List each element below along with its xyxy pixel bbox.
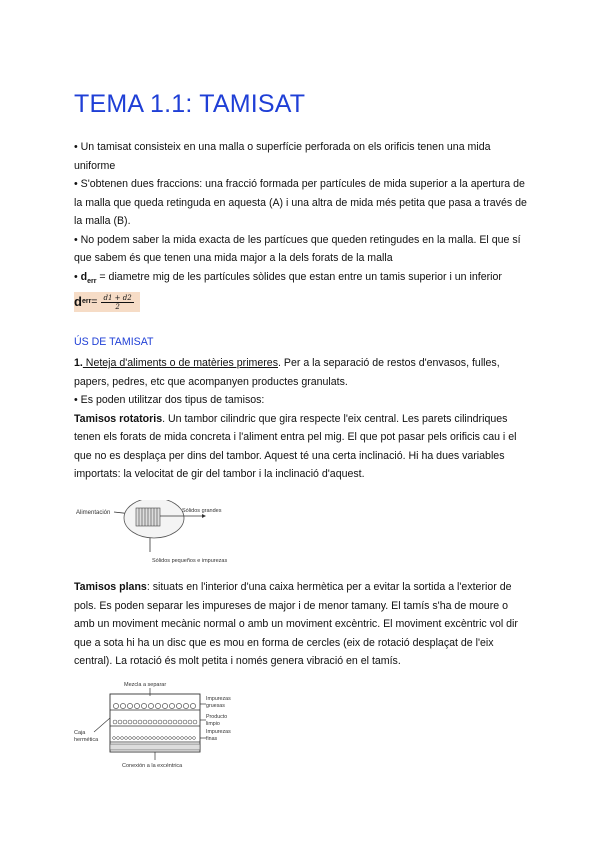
plans-label: Tamisos plans — [74, 581, 147, 593]
fig2-box-pointer — [94, 718, 110, 732]
fig2-out2b: limpio — [206, 721, 220, 727]
fig2-fine-layer — [110, 737, 200, 750]
intro-bullets — [74, 138, 530, 312]
fig2-box-label1: Caja — [74, 730, 86, 736]
formula-numerator: d1 + d2 — [103, 293, 132, 302]
fig2-label-bottom: Conexión a la excéntrica — [122, 763, 183, 769]
rotatoris-label: Tamisos rotatoris — [74, 412, 163, 425]
fig2-box-label2: hermética — [74, 737, 99, 743]
formula-fraction — [101, 294, 133, 311]
formula-equals: = — [91, 295, 98, 308]
derr-symbol: d — [80, 270, 88, 283]
fig1-label-feed: Alimentación — [76, 510, 111, 516]
fig1-label-small: Sólidos pequeños e impurezas — [152, 558, 228, 564]
fig2-out1b: gruesas — [206, 703, 225, 709]
fig2-out2a: Producto — [206, 714, 228, 720]
fig2-label-top: Mezcla a separar — [124, 682, 167, 688]
use-item-1-title: Neteja d'aliments o de matèries primeres — [82, 357, 278, 369]
plans-paragraph: Tamisos plans: situats en l'interior d'una caixa hermètica per a evitar la sortida a l'exterior de pols. Es poden separar les impureses de major i de menor tamany. El tamís s'ha de moure o amb un moviment mecànic normal o amb un moviment excèntric. El moviment excèntric vol dir que a sota hi ha un disc que es mou en forma de cercles (eix de rotació desplaçat de l'eix central). La rotació és molt petita i només genera vibració en el tamís. — [74, 581, 518, 667]
rotary-sieve-figure — [74, 500, 294, 566]
plans-section — [74, 578, 530, 671]
derr-formula — [74, 291, 530, 312]
derr-subscript: err — [87, 277, 97, 285]
formula-subscript: err — [81, 297, 92, 305]
fig2-out1a: Impurezas — [206, 696, 231, 702]
fig2-out3a: Impurezas — [206, 729, 231, 735]
bullet-definition: • Un tamisat consisteix en una malla o superfície perforada on els orificis tenen una mida uniforme — [74, 141, 491, 172]
uses-section — [74, 354, 530, 484]
bullet-derr: • $d_{err}$ = diametre mig de les partícules sòlides que estan entre un tamis superior i un inferior — [74, 270, 502, 285]
bullet-fractions: • S'obtenen dues fraccions: una fracció formada per partícules de mida superior a la apertura de la malla que queda retinguda en aquesta (A) i una altra de mida més petita que pasa a través de la malla (B). — [74, 178, 527, 227]
fig2-out3b: finas — [206, 736, 218, 742]
flat-sieve-figure — [72, 676, 252, 770]
section-heading-uses: ÚS DE TAMISAT — [74, 336, 154, 348]
formula-denominator: 2 — [115, 302, 120, 311]
rotatoris-paragraph: Tamisos rotatoris. Un tambor cilindric que gira respecte l'eix central. Les parets cilindriques tenen els forats de mida concreta i l'aliment entra pel mig. El que pot pasar pels orificis cau i el que no es desplaça per dins del tambor. Aquest té una certa inclinació. Hi ha dues variables importats: la velocitat de gir del tambor i la inclinació d'aquest. — [74, 412, 517, 480]
formula-d: d — [74, 293, 82, 309]
fig1-label-large: Sólidos grandes — [182, 508, 222, 514]
bullet-retained-size: • No podem saber la mida exacta de les partícues que queden retingudes en la malla. El que sí que sabem és que tenen una mida major a la dels forats de la malla — [74, 233, 521, 264]
fig2-coarse-layer — [110, 703, 200, 710]
derr-definition: = diametre mig de les partícules sòlides que estan entre un tamis superior i un inferior — [96, 270, 502, 283]
fig2-product-layer — [110, 720, 200, 726]
types-intro: • Es poden utilitzar dos tipus de tamisos: — [74, 394, 265, 406]
use-item-1: 1. Neteja d'aliments o de matèries primeres. Per a la separació de restos d'envasos, fulles, papers, pedres, etc que acompanyen productes granulats. — [74, 357, 500, 388]
page-title: TEMA 1.1: TAMISAT — [74, 89, 306, 118]
